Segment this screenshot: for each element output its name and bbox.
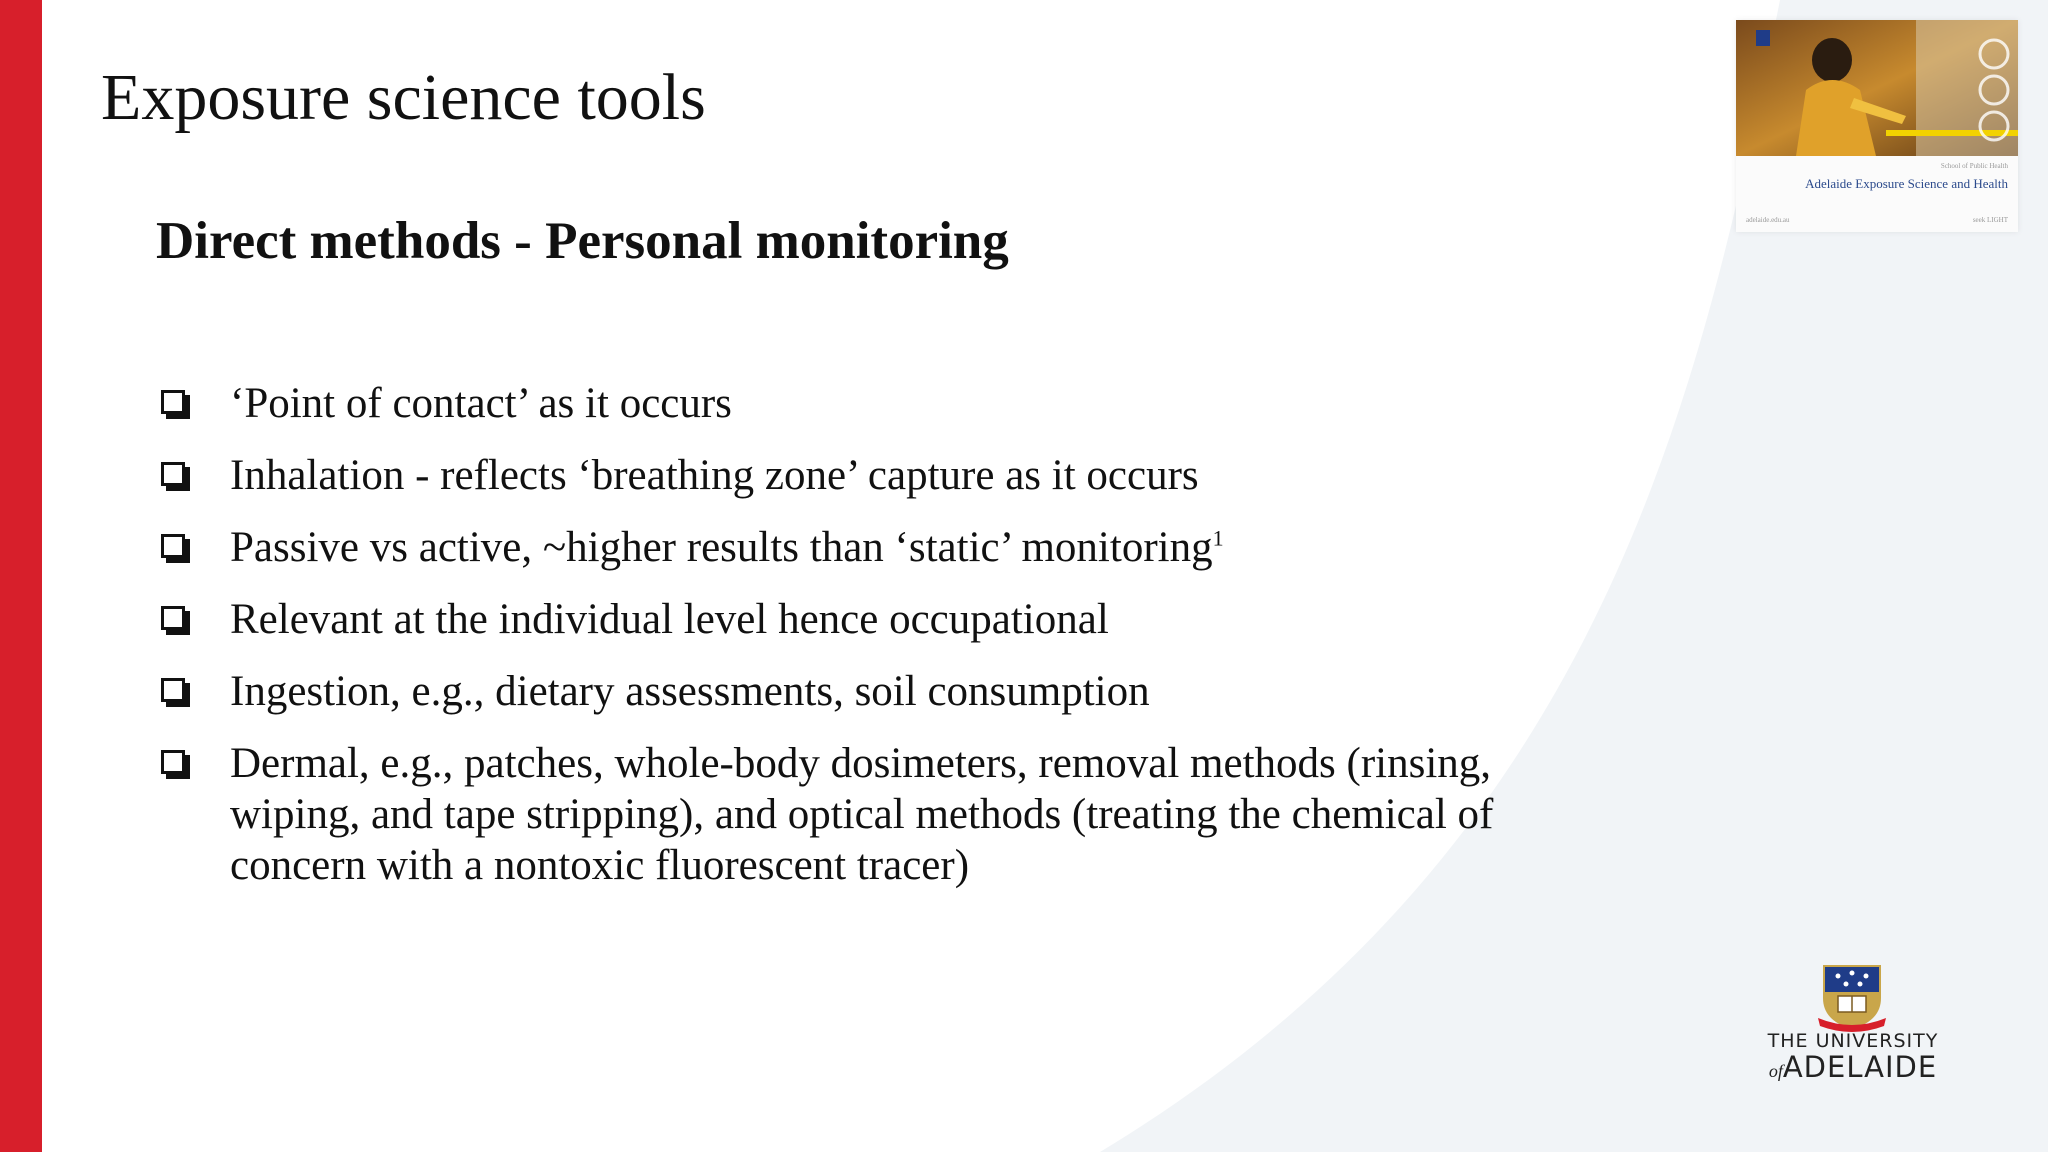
bullet-text: Passive vs active, ~higher results than ‘static’ monitoring (230, 524, 1213, 571)
bullet-item (156, 378, 1616, 429)
logo-text-line2 (1748, 1050, 1958, 1084)
logo-text-adelaide: ADELAIDE (1782, 1050, 1938, 1084)
logo-text-line1: THE UNIVERSITY (1767, 1030, 1939, 1052)
bullet-text: ‘Point of contact’ as it occurs (230, 380, 732, 427)
bullet-item (156, 738, 1616, 891)
accent-bar (0, 0, 42, 1152)
checkbox-bullet-icon (161, 462, 185, 486)
slide-title: Exposure science tools (101, 61, 706, 134)
thumbnail-tagline: seek LIGHT (1972, 216, 2008, 224)
cover-photo (1736, 20, 2018, 156)
bullet-item (156, 522, 1616, 573)
bullet-text: Inhalation - reflects ‘breathing zone’ capture as it occurs (230, 452, 1199, 499)
bullet-item (156, 450, 1616, 501)
slide-subtitle: Direct methods - Personal monitoring (156, 212, 1009, 270)
checkbox-bullet-icon (161, 606, 185, 630)
bullet-text: Relevant at the individual level hence occupational (230, 596, 1109, 643)
checkbox-bullet-icon (161, 678, 185, 702)
cover-thumbnail (1736, 20, 2018, 232)
thumbnail-url: adelaide.edu.au (1746, 216, 1790, 224)
thumbnail-school: School of Public Health (1940, 162, 2008, 170)
footnote-marker: 1 (1212, 525, 1224, 551)
bullet-text: Ingestion, e.g., dietary assessments, soil consumption (230, 668, 1150, 715)
checkbox-bullet-icon (161, 390, 185, 414)
logo-text-of: of (1768, 1061, 1783, 1081)
checkbox-bullet-icon (161, 750, 185, 774)
bullet-list (156, 378, 1616, 912)
university-crest-icon (1816, 962, 1888, 1032)
bullet-item (156, 594, 1616, 645)
bullet-item (156, 666, 1616, 717)
thumbnail-caption: Adelaide Exposure Science and Health (1805, 176, 2008, 191)
university-logo (1742, 962, 1962, 1082)
bullet-text: Dermal, e.g., patches, whole-body dosimeters, removal methods (rinsing, wiping, and tape stripping), and optical methods (treating the chemical of concern with a nontoxic fluorescent tracer) (230, 740, 1494, 889)
checkbox-bullet-icon (161, 534, 185, 558)
